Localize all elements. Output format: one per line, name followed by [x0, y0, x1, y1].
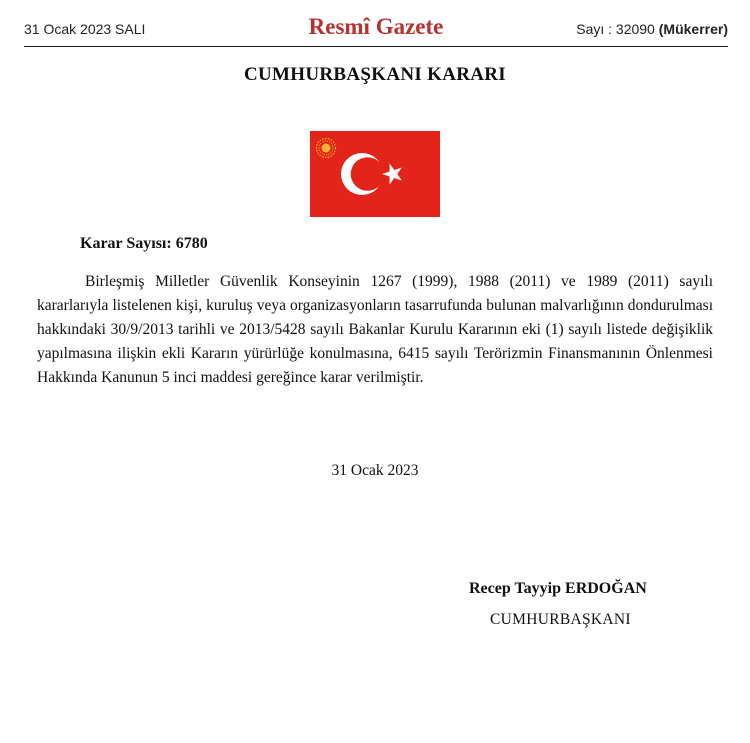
decision-number: Karar Sayısı: 6780: [80, 235, 208, 252]
document-title: CUMHURBAŞKANI KARARI: [244, 64, 506, 85]
issue-number: [576, 21, 728, 37]
decree-date: 31 Ocak 2023: [331, 462, 419, 479]
signatory-name: Recep Tayyip ERDOĞAN: [469, 580, 647, 597]
header-divider: [24, 46, 728, 47]
issue-note: (Mükerrer): [658, 21, 728, 37]
turkish-flag-with-seal-icon: [310, 131, 440, 217]
signatory-title: CUMHURBAŞKANI: [490, 611, 631, 628]
decree-body: Birleşmiş Milletler Güvenlik Konseyinin 1267 (1999), 1988 (2011) ve 1989 (2011) sayılı kararlarıyla listelenen kişi, kuruluş veya organizasyonların tasarrufunda bulunan malvarlığının dondurulması hakkındaki 30/9/2013 tarihli ve 2013/5428 sayılı Bakanlar Kurulu Kararının eki (1) sayılı listede değişiklik yapılmasına ilişkin ekli Kararın yürürlüğe konulmasına, 6415 sayılı Terörizmin Finansmanının Önlenmesi Hakkında Kanunun 5 inci maddesi gereğince karar verilmiştir.: [37, 273, 713, 386]
gazette-header: [24, 14, 728, 44]
issue-label: Sayı : 32090: [576, 21, 655, 37]
gazette-name: Resmî Gazete: [308, 14, 444, 39]
issue-date: 31 Ocak 2023 SALI: [24, 21, 146, 37]
